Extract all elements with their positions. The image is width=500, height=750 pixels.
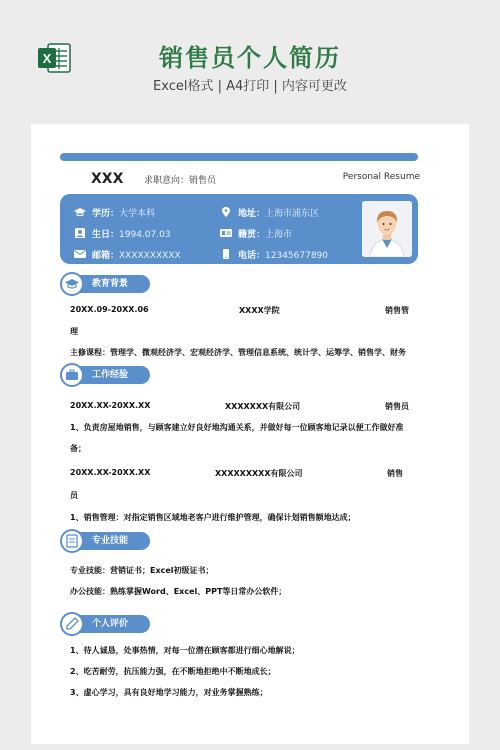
edu-date: 20XX.09-20XX.06 <box>70 305 149 314</box>
job2-date: 20XX.XX-20XX.XX <box>70 468 151 477</box>
id-card-icon <box>220 228 232 238</box>
skills-section-title: 专业技能 <box>70 532 150 550</box>
job-intent: 求职意向：销售员 <box>144 176 217 186</box>
work-section-title: 工作经验 <box>70 366 150 384</box>
resume-paper <box>31 124 469 744</box>
work-section-icon <box>60 363 84 387</box>
info-address: 地址：上海市浦东区 <box>220 206 319 219</box>
evaluation-section-icon <box>60 612 84 636</box>
evaluation-line-3: 3、虚心学习，具有良好地学习能力，对业务掌握熟练； <box>70 688 268 697</box>
page-subtitle: Excel格式 | A4打印 | 内容可更改 <box>153 79 347 94</box>
email-icon <box>74 249 86 259</box>
page-header <box>0 0 500 118</box>
top-accent-bar <box>60 153 418 161</box>
page-title: 销售员个人简历 <box>159 44 341 72</box>
info-birthday: 生日：1994.07.03 <box>74 227 171 240</box>
info-phone: 电话：12345677890 <box>220 248 328 261</box>
edu-major: 销售管 <box>385 306 409 315</box>
phone-icon <box>220 249 232 259</box>
info-email: 邮箱：XXXXXXXXXX <box>74 248 181 261</box>
job1-description-wrap: 备； <box>70 444 86 453</box>
job2-title-wrap: 员 <box>70 491 78 500</box>
graduation-cap-icon <box>74 207 86 217</box>
job2-title: 销售 <box>387 469 403 478</box>
education-section-icon <box>60 272 84 296</box>
candidate-name: XXX <box>91 171 124 187</box>
user-icon <box>74 228 86 238</box>
edu-courses: 主修课程：管理学、微观经济学、宏观经济学、管理信息系统、统计学、运筹学、销售学、财务 <box>70 348 406 357</box>
personal-resume-label: Personal Resume <box>342 172 420 182</box>
evaluation-section-title: 个人评价 <box>70 615 150 633</box>
job1-date: 20XX.XX-20XX.XX <box>70 401 151 410</box>
location-icon <box>220 207 232 217</box>
skills-section-icon <box>60 529 84 553</box>
evaluation-line-2: 2、吃苦耐劳，抗压能力强，在不断地拒绝中不断地成长； <box>70 667 276 676</box>
edu-school: XXXX学院 <box>239 306 280 315</box>
evaluation-line-1: 1、待人诚恳，处事热情，对每一位潜在顾客都进行细心地解说； <box>70 646 300 655</box>
avatar-illustration <box>362 201 412 257</box>
job1-description: 1、负责房屋地销售，与顾客建立好良好地沟通关系，并做好每一位顾客地记录以便工作做好准 <box>70 423 404 432</box>
job1-title: 销售员 <box>385 402 409 411</box>
skills-line-2: 办公技能：熟练掌握Word、Excel、PPT等日常办公软件； <box>70 587 287 596</box>
profile-photo <box>362 201 412 257</box>
job2-description: 1、销售管理：对指定销售区域地老客户进行维护管理，确保计划销售额地达成； <box>70 513 356 522</box>
job2-company: XXXXXXXXX有限公司 <box>215 469 303 478</box>
info-origin: 籍贯：上海市 <box>220 227 292 240</box>
edu-major-wrap: 理 <box>70 327 78 336</box>
basic-info-panel <box>60 194 418 264</box>
job1-company: XXXXXXX有限公司 <box>225 402 301 411</box>
education-section-title: 教育背景 <box>70 275 150 293</box>
info-education: 学历：大学本科 <box>74 206 155 219</box>
svg-text:X: X <box>42 51 52 66</box>
skills-line-1: 专业技能：营销证书；Excel初级证书； <box>70 566 214 575</box>
